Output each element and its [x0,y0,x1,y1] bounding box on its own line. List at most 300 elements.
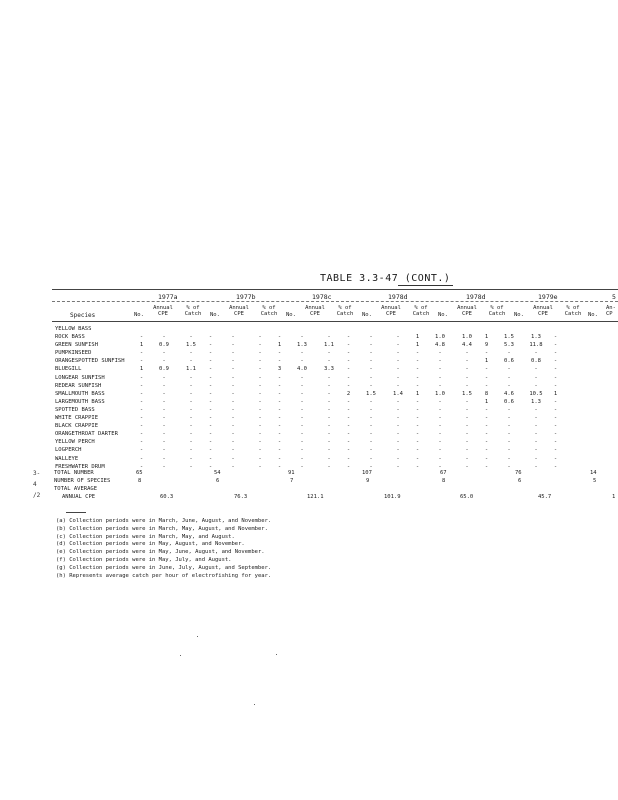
table-cell: - [396,334,400,341]
annual-cpe-total-5: 65.0 [460,494,474,500]
table-cell: - [484,374,489,381]
table-cell: - [327,415,331,422]
table-cell: - [258,455,262,462]
footnote-a: (a) Collection periods were in March, June, August, and November. [56,518,272,524]
table-cell: - [396,423,400,430]
table-cell: - [277,398,282,405]
table-cell: - [484,350,489,357]
table-cell: - [534,455,538,462]
annual-cpe-total-1: 60.3 [160,494,174,500]
table-cell: - [162,334,166,341]
table-cell: 9 [484,342,489,349]
table-cell: - [258,366,262,373]
table-cell: - [507,382,511,389]
table-cell: - [189,358,193,365]
table-cell: - [438,374,442,381]
table-cell: - [231,447,235,454]
table-cell: - [346,455,351,462]
table-cell: - [415,415,420,422]
table-cell: - [346,398,351,405]
table-cell: - [162,431,166,438]
table-cell: - [369,398,373,405]
table-cell: - [208,334,213,341]
table-cell: - [277,382,282,389]
species-name: ORANGETHROAT DARTER [55,431,118,438]
table-cell [272,325,287,333]
table-cell: - [396,342,400,349]
table-cell: - [231,423,235,430]
table-cell: - [189,455,193,462]
table-cell: 1 [484,358,489,365]
table-cell: 1.3 [531,398,541,405]
table-cell: - [534,463,538,470]
table-cell: - [189,423,193,430]
table-cell: - [415,366,420,373]
col-pct-1: % of Catch [184,305,202,317]
page-mark-3: /2 [33,492,41,499]
table-cell: - [438,350,442,357]
table-cell: - [139,431,144,438]
table-cell: - [300,334,304,341]
table-cell: - [534,431,538,438]
species-name: WHITE CRAPPIE [55,415,99,422]
table-cell: - [415,431,420,438]
table-cell: - [277,423,282,430]
table-cell: - [139,382,144,389]
table-cell [287,325,317,333]
table-cell [386,325,410,333]
table-cell: 4.4 [462,342,472,349]
table-cell: - [327,334,331,341]
page-mark-2: 4 [33,481,37,488]
table-cell: - [507,350,511,357]
species-count-1: 8 [138,478,142,484]
table-cell: 1 [415,334,420,341]
table-cell: - [369,463,373,470]
table-cell: - [277,406,282,413]
table-cell: - [277,415,282,422]
table-cell: - [258,398,262,405]
total-number-4: 107 [362,470,372,476]
table-cell: - [484,423,489,430]
table-cell: - [553,334,558,341]
table-cell: 0.6 [504,358,514,365]
table-cell: - [415,406,420,413]
table-cell: 1 [415,342,420,349]
table-cell: - [208,390,213,397]
table-cell: - [438,447,442,454]
table-cell: - [465,366,469,373]
table-cell: - [369,366,373,373]
scan-speck [180,655,181,656]
table-cell: - [277,358,282,365]
table-cell: - [258,439,262,446]
table-cell: - [507,406,511,413]
table-cell: - [231,431,235,438]
species-count-4: 9 [366,478,370,484]
scan-speck [197,636,198,637]
species-name: FRESHWATER DRUM [55,463,105,470]
table-cell: - [484,455,489,462]
scan-speck [254,704,255,705]
footnote-h: (h) Represents average catch per hour of electrofishing for year. [56,572,272,579]
year-header-4: 1978d [388,293,408,301]
table-cell: - [369,406,373,413]
species-count-6: 6 [518,478,522,484]
table-cell: 1.1 [186,366,196,373]
species-count-5: 8 [442,478,446,484]
table-cell: - [258,374,262,381]
table-cell: - [346,358,351,365]
table-cell [425,325,455,333]
title-underline [398,285,453,286]
table-cell: - [534,406,538,413]
table-cell: - [231,463,235,470]
table-cell: - [327,447,331,454]
table-cell: - [465,463,469,470]
table-cell: - [346,334,351,341]
table-cell: - [277,447,282,454]
table-cell: - [396,439,400,446]
table-cell [455,325,479,333]
table-cell: - [369,415,373,422]
table-cell: - [438,439,442,446]
table-cell [149,325,179,333]
table-cell: - [300,390,304,397]
annual-cpe-total-3: 121.1 [307,494,324,500]
table-row [54,430,563,438]
table-cell: - [231,334,235,341]
table-cell: - [534,366,538,373]
col-pct-6: % of Catch [564,305,582,317]
table-cell: - [553,423,558,430]
table-cell: - [189,415,193,422]
table-cell: - [300,463,304,470]
table-cell: - [553,366,558,373]
table-cell [134,325,149,333]
table-cell: - [189,350,193,357]
table-cell: - [327,374,331,381]
species-name: BLUEGILL [55,366,82,373]
table-cell: - [438,358,442,365]
table-cell: 2 [346,390,351,397]
table-cell: - [208,366,213,373]
table-cell: - [438,366,442,373]
table-cell: - [300,423,304,430]
table-cell: - [507,463,511,470]
table-cell: - [277,390,282,397]
table-cell: - [465,358,469,365]
table-cell: - [484,439,489,446]
table-cell: - [231,382,235,389]
table-cell: - [438,455,442,462]
footnotes [56,518,271,580]
table-cell: - [139,423,144,430]
table-cell: 1.5 [462,390,472,397]
table-cell: - [465,382,469,389]
table-cell: - [369,382,373,389]
table-cell: - [346,439,351,446]
col-cpe-1: Annual CPE [153,305,173,317]
table-cell: - [438,431,442,438]
table-cell: - [258,406,262,413]
table-cell: - [327,350,331,357]
table-cell: - [300,455,304,462]
table-cell: 1 [415,390,420,397]
table-cell: - [553,406,558,413]
table-cell: - [208,406,213,413]
table-cell: - [231,406,235,413]
table-cell: - [415,447,420,454]
table-cell: 1.4 [393,390,403,397]
table-cell: - [139,463,144,470]
table-cell: - [258,423,262,430]
scan-speck [276,654,277,655]
table-cell: - [258,390,262,397]
year-header-2: 1977b [236,293,256,301]
table-cell: - [231,342,235,349]
table-cell: - [139,350,144,357]
table-cell: - [346,374,351,381]
year-header-3: 1978c [312,293,332,301]
table-cell: - [507,366,511,373]
table-cell: - [553,431,558,438]
table-cell: - [300,350,304,357]
table-cell: - [327,423,331,430]
table-cell: - [396,431,400,438]
table-cell: - [346,342,351,349]
table-cell: - [258,358,262,365]
table-cell: - [162,406,166,413]
table-cell: - [369,358,373,365]
table-cell: - [139,390,144,397]
table-cell: - [484,366,489,373]
table-cell: - [484,406,489,413]
table-cell: - [438,463,442,470]
table-cell [218,325,248,333]
table-cell: - [553,439,558,446]
species-name: YELLOW BASS [55,326,92,332]
table-cell: - [277,463,282,470]
table-cell: - [507,439,511,446]
col-pct-2: % of Catch [260,305,278,317]
table-cell: - [346,406,351,413]
table-cell: - [396,415,400,422]
table-cell: - [258,415,262,422]
table-cell: - [231,374,235,381]
table-cell: - [369,431,373,438]
species-name: SMALLMOUTH BASS [55,390,105,397]
table-cell [548,325,563,333]
table-cell: - [369,455,373,462]
table-cell: 1 [484,334,489,341]
table-cell: - [277,455,282,462]
table-cell: - [327,398,331,405]
species-name: ROCK BASS [55,334,85,341]
table-row [54,438,563,446]
table-cell [494,325,524,333]
table-cell: - [300,406,304,413]
table-cell: 4.8 [435,342,445,349]
table-cell [356,325,386,333]
table-cell: - [484,431,489,438]
annual-cpe-total-4: 101.9 [384,494,401,500]
table-cell: - [396,455,400,462]
table-cell: - [162,350,166,357]
annual-cpe-label: ANNUAL CPE [62,494,96,500]
table-cell: - [139,415,144,422]
table-cell: - [465,415,469,422]
catch-table [54,325,563,471]
table-cell: 8 [484,390,489,397]
footnote-e: (e) Collection periods were in May, June, August, and November. [56,549,265,556]
table-cell: - [231,358,235,365]
table-cell: 5.3 [504,342,514,349]
table-cell: 4.0 [297,366,307,373]
table-cell: - [415,463,420,470]
table-cell [479,325,494,333]
table-cell: - [415,455,420,462]
table-cell: - [208,415,213,422]
table-cell: 1.0 [435,334,445,341]
table-cell: - [396,350,400,357]
table-cell: - [415,350,420,357]
table-cell: - [396,463,400,470]
table-row [54,365,563,373]
table-cell [524,325,548,333]
species-name: REDEAR SUNFISH [55,382,102,389]
table-cell: - [327,431,331,438]
table-cell: - [300,382,304,389]
table-cell: - [189,374,193,381]
table-cell: - [277,350,282,357]
table-cell: - [465,398,469,405]
table-cell: - [162,463,166,470]
table-cell [317,325,341,333]
table-row [54,357,563,365]
table-cell: - [162,423,166,430]
table-cell: - [415,358,420,365]
table-cell: - [208,350,213,357]
table-cell: - [162,382,166,389]
table-cell: - [346,382,351,389]
table-cell: - [327,463,331,470]
table-cell: - [534,374,538,381]
table-cell [248,325,272,333]
table-cell: - [415,374,420,381]
table-cell: - [465,439,469,446]
table-row [54,422,563,430]
table-cell: - [162,398,166,405]
footnote-f: (f) Collection periods were in May, July, and August. [56,556,232,563]
col-no-7: No. [588,312,598,318]
table-cell: - [553,374,558,381]
table-cell: 1 [484,398,489,405]
species-count-7: 5 [593,478,597,484]
col-no-1: No. [134,312,144,318]
table-cell: - [507,431,511,438]
species-column-header: Species [70,312,96,319]
table-cell: - [369,350,373,357]
table-cell: 4.6 [504,390,514,397]
table-cell: 1.1 [324,342,334,349]
col-pct-5: % of Catch [488,305,506,317]
col-cpe-3: Annual CPE [305,305,325,317]
table-cell: - [465,423,469,430]
table-cell: - [507,415,511,422]
table-cell: 0.9 [159,366,169,373]
table-cell: - [534,382,538,389]
table-cell: - [553,358,558,365]
table-cell: - [300,398,304,405]
table-cell: - [534,439,538,446]
species-name: YELLOW PERCH [55,439,95,446]
table-cell: - [208,423,213,430]
table-cell: - [139,334,144,341]
table-cell: - [189,398,193,405]
table-cell: - [189,447,193,454]
table-cell: - [369,423,373,430]
table-cell: - [507,423,511,430]
table-cell: 1 [139,366,144,373]
table-cell: - [327,358,331,365]
table-cell: - [415,423,420,430]
species-name: GREEN SUNFISH [55,342,99,349]
table-cell: - [258,463,262,470]
table-cell: - [327,455,331,462]
col-no-5: No. [438,312,448,318]
table-cell: - [300,447,304,454]
table-cell: - [258,350,262,357]
table-cell: - [189,382,193,389]
table-cell: - [139,439,144,446]
year-header-7: 5 [612,293,616,301]
table-cell: 11.8 [529,342,543,349]
table-cell: - [208,382,213,389]
table-cell: 1.5 [504,334,514,341]
year-underline [52,301,618,302]
table-cell: - [415,398,420,405]
species-name: LONGEAR SUNFISH [55,374,105,381]
col-cpe-6: Annual CPE [533,305,553,317]
table-title: TABLE 3.3-47 (CONT.) [320,273,451,284]
table-cell [203,325,218,333]
table-cell: - [553,415,558,422]
table-cell: - [369,374,373,381]
table-cell: - [465,350,469,357]
table-cell: - [231,390,235,397]
table-cell: - [231,455,235,462]
table-cell: - [534,415,538,422]
table-cell: 1 [553,390,558,397]
table-cell: - [484,463,489,470]
table-cell: - [300,431,304,438]
total-number-3: 91 [288,470,295,476]
species-name: LOGPERCH [55,447,82,454]
table-cell: - [189,439,193,446]
table-cell: - [534,423,538,430]
table-row [54,341,563,349]
table-cell: - [162,374,166,381]
table-cell: - [162,390,166,397]
table-cell: - [258,447,262,454]
table-cell: - [327,406,331,413]
table-cell: - [139,374,144,381]
table-cell: - [231,439,235,446]
table-cell: - [327,439,331,446]
total-number-2: 54 [214,470,221,476]
table-cell: - [396,398,400,405]
